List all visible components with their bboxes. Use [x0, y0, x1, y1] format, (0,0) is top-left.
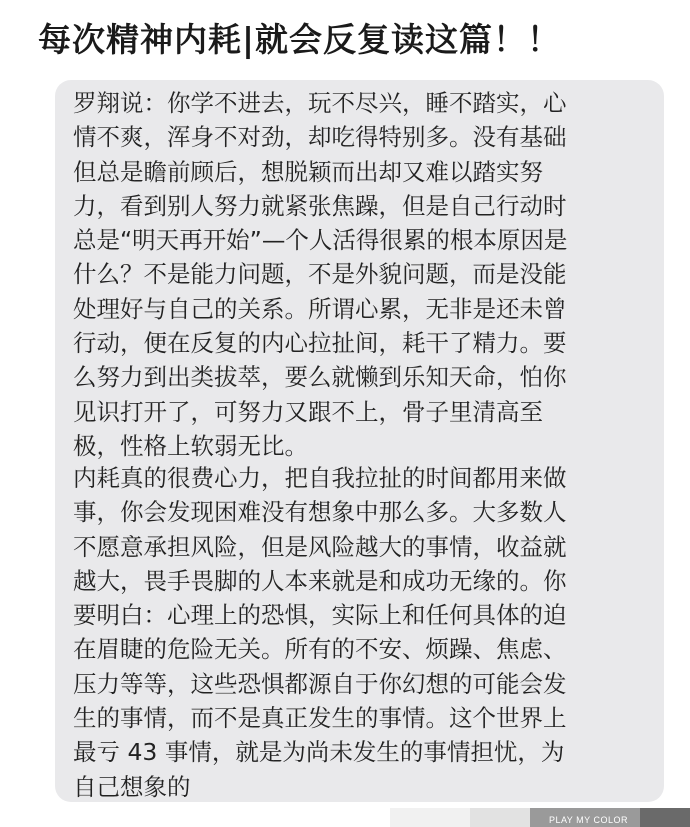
text-line: 不愿意承担风险，但是风险越大的事情，收益就 [73, 532, 567, 561]
text-line: 行动，便在反复的内心拉扯间，耗干了精力。要 [73, 329, 567, 358]
bottom-strip [640, 808, 690, 827]
bottom-strip [390, 808, 470, 827]
text-line: 越大，畏手畏脚的人本来就是和成功无缘的。你 [73, 566, 567, 595]
text-line: 在眉睫的危险无关。所有的不安、烦躁、焦虑、 [73, 635, 567, 664]
watermark-label: PLAY MY COLOR [548, 815, 628, 825]
text-line: 罗翔说：你学不进去，玩不尽兴，睡不踏实，心 [73, 89, 567, 117]
quote-paragraph-1 [73, 86, 567, 463]
text-line: 内耗真的很费心力，把自我拉扯的时间都用来做 [73, 464, 567, 492]
quote-paragraph-2 [73, 461, 567, 804]
text-line: 事，你会发现困难没有想象中那么多。大多数人 [73, 498, 567, 527]
text-line: 但总是瞻前顾后，想脱颖而出却又难以踏实努 [73, 157, 543, 186]
text-line: 么努力到出类拔萃，要么就懒到乐知天命，怕你 [73, 363, 567, 392]
text-line: 什么？不是能力问题，不是外貌问题，而是没能 [73, 260, 567, 289]
page-title: 每次精神内耗|就会反复读这篇！！ [38, 20, 562, 59]
text-line: 自己想象的 [73, 772, 191, 801]
text-line: 最亏 43 事情，就是为尚未发生的事情担忧，为 [73, 738, 565, 767]
bottom-strip [470, 808, 530, 827]
text-line: 力，看到别人努力就紧张焦躁，但是自己行动时 [73, 191, 567, 220]
text-line: 极，性格上软弱无比。 [73, 431, 308, 460]
text-line: 情不爽，浑身不对劲，却吃得特别多。没有基础 [73, 123, 567, 152]
text-line: 处理好与自己的关系。所谓心累，无非是还未曾 [73, 294, 567, 323]
text-line: 要明白：心理上的恐惧，实际上和任何具体的迫 [73, 601, 567, 630]
text-line: 生的事情，而不是真正发生的事情。这个世界上 [73, 704, 567, 733]
text-line: 总是“明天再开始”—个人活得很累的根本原因是 [73, 226, 568, 255]
text-line: 压力等等，这些恐惧都源自于你幻想的可能会发 [73, 669, 567, 698]
text-line: 见识打开了，可努力又跟不上，骨子里清高至 [73, 397, 543, 426]
